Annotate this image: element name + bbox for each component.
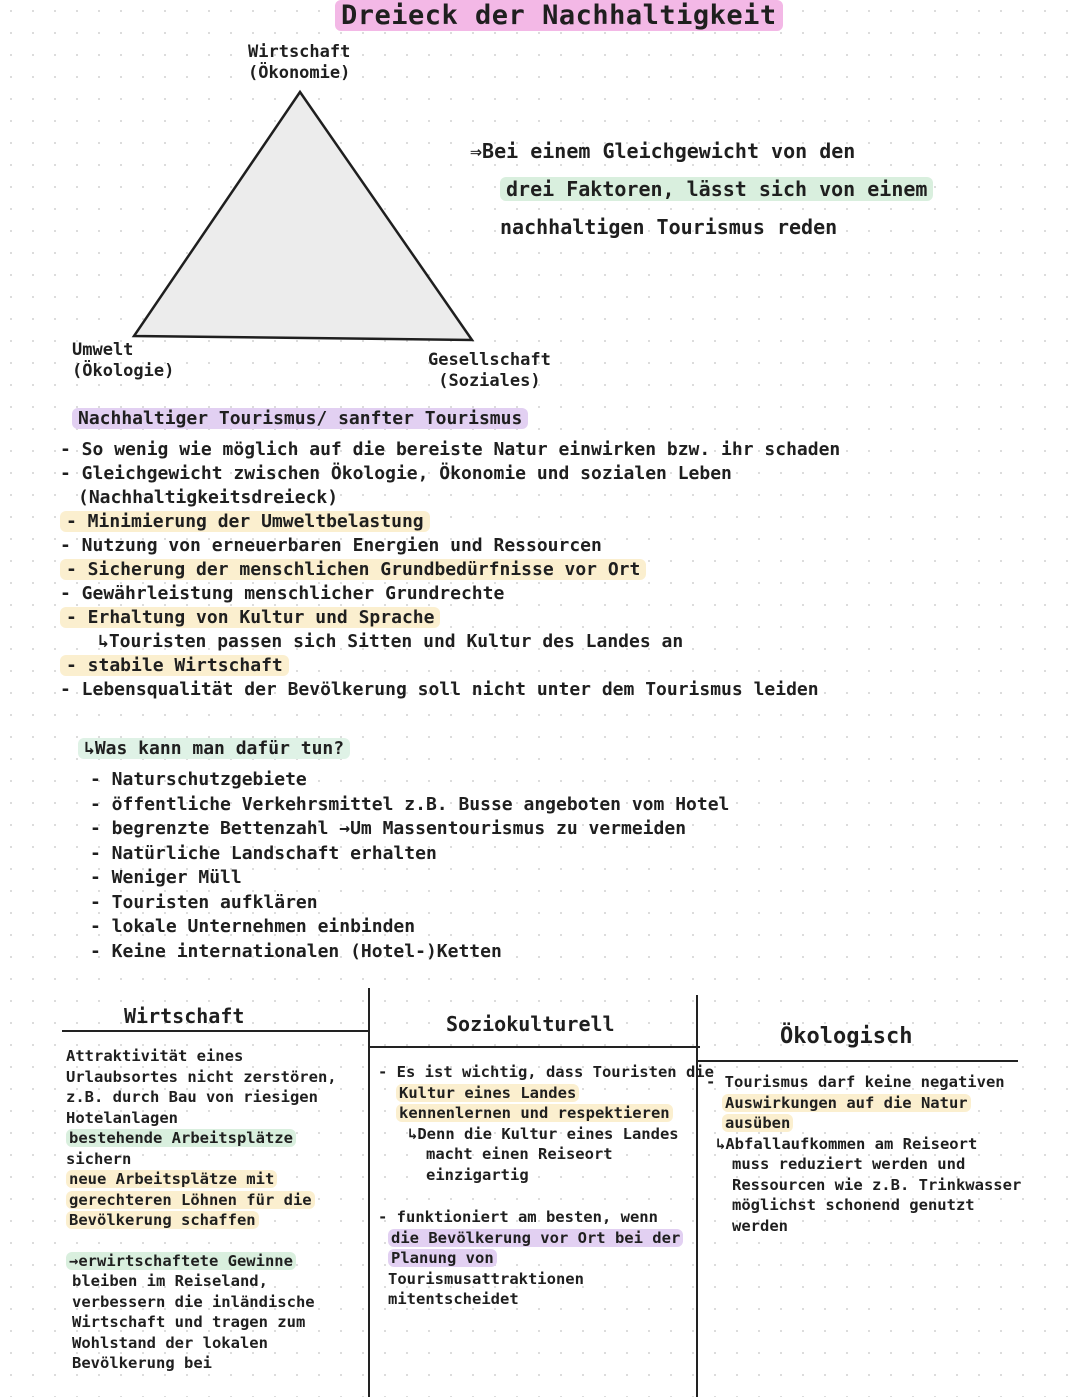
list-item bbox=[60, 630, 840, 654]
list-item-text: - Natürliche Landschaft erhalten bbox=[90, 842, 437, 864]
cell-line: bleiben im Reiseland, bbox=[72, 1272, 268, 1290]
triangle-shape bbox=[134, 92, 472, 340]
triangle-left-label-line2: (Ökologie) bbox=[72, 361, 175, 381]
cell-line: - Es ist wichtig, dass Touristen die bbox=[378, 1063, 714, 1081]
list-item-text: - Nutzung von erneuerbaren Energien und Ressourcen bbox=[60, 535, 602, 556]
table-cell-oekologisch bbox=[706, 1072, 1021, 1236]
section-heading bbox=[72, 408, 528, 429]
cell-line: Auswirkungen auf die Natur bbox=[722, 1094, 971, 1112]
sustainable-tourism-list bbox=[60, 438, 840, 702]
triangle-top-label-line1: Wirtschaft bbox=[248, 42, 351, 62]
cell-line: Attraktivität eines bbox=[66, 1047, 244, 1065]
triangle-top-label bbox=[248, 42, 350, 84]
cell-line: ↳Abfallaufkommen am Reiseort bbox=[716, 1134, 978, 1153]
table-header-rule bbox=[62, 1030, 370, 1032]
cell-line: Bevölkerung schaffen bbox=[66, 1211, 259, 1229]
list-item-text: - Erhaltung von Kultur und Sprache bbox=[60, 607, 440, 628]
triangle-left-label bbox=[72, 340, 174, 382]
cell-line: möglichst schonend genutzt bbox=[732, 1196, 975, 1214]
list-item bbox=[60, 558, 840, 582]
list-item-text: - lokale Unternehmen einbinden bbox=[90, 916, 416, 937]
cell-line: sichern bbox=[66, 1149, 132, 1168]
cell-line: mitentscheidet bbox=[388, 1290, 519, 1308]
triangle-top-label-line2: (Ökonomie) bbox=[248, 63, 351, 83]
list-item bbox=[60, 438, 840, 462]
table-column-divider bbox=[368, 988, 370, 1397]
list-item-text: - begrenzte Bettenzahl →Um Massentourismus zu vermeiden bbox=[90, 818, 687, 839]
list-item bbox=[90, 940, 729, 965]
cell-line: z.B. durch Bau von riesigen bbox=[66, 1088, 318, 1106]
cell-line: Wirtschaft und tragen zum bbox=[72, 1313, 306, 1331]
list-item-text: - Naturschutzgebiete bbox=[90, 769, 307, 790]
list-item bbox=[90, 768, 729, 793]
list-item-text: - Lebensqualität der Bevölkerung soll nicht unter dem Tourismus leiden bbox=[60, 679, 819, 700]
cell-line: →erwirtschaftete Gewinne bbox=[66, 1252, 296, 1270]
cell-spacer bbox=[66, 1231, 337, 1251]
table-header-rule bbox=[370, 1046, 700, 1048]
cell-line: Tourismusattraktionen bbox=[388, 1269, 584, 1288]
list-item-text: ↳Touristen passen sich Sitten und Kultur des Landes an bbox=[98, 631, 684, 652]
cell-line: Kultur eines Landes bbox=[396, 1084, 579, 1102]
list-item-text: - Sicherung der menschlichen Grundbedürfnisse vor Ort bbox=[60, 559, 646, 580]
table-header-rule bbox=[698, 1060, 1018, 1062]
list-item-text: - Gewährleistung menschlicher Grundrechte bbox=[60, 583, 505, 604]
list-item bbox=[60, 654, 840, 678]
list-item-text: - öffentliche Verkehrsmittel z.B. Busse angeboten vom Hotel bbox=[90, 793, 730, 815]
statement-line1: ⇒Bei einem Gleichgewicht von den bbox=[470, 139, 856, 163]
cell-line: einzigartig bbox=[426, 1165, 529, 1184]
cell-line: Ressourcen wie z.B. Trinkwasser bbox=[732, 1175, 1022, 1194]
list-item bbox=[60, 462, 840, 486]
cell-line: kennenlernen und respektieren bbox=[396, 1104, 673, 1122]
balance-statement bbox=[470, 132, 933, 246]
table-header-soziokulturell: Soziokulturell bbox=[446, 1012, 615, 1036]
list-item bbox=[60, 678, 840, 702]
cell-line: macht einen Reiseort bbox=[426, 1145, 613, 1163]
cell-line: Hotelanlagen bbox=[66, 1108, 178, 1127]
actions-list bbox=[90, 768, 729, 964]
statement-line2: drei Faktoren, lässt sich von einem bbox=[500, 177, 933, 201]
list-item-text: - So wenig wie möglich auf die bereiste Natur einwirken bzw. ihr schaden bbox=[60, 439, 841, 460]
table-header-oekologisch: Ökologisch bbox=[780, 1024, 913, 1049]
page-title bbox=[335, 0, 783, 31]
cell-line: werden bbox=[732, 1216, 788, 1235]
list-item bbox=[60, 582, 840, 606]
list-item bbox=[90, 891, 729, 916]
triangle-right-label-line1: Gesellschaft bbox=[428, 350, 551, 370]
list-item bbox=[90, 915, 729, 940]
table-cell-wirtschaft bbox=[66, 1046, 337, 1374]
question-heading bbox=[78, 738, 350, 759]
table-cell-soziokulturell bbox=[378, 1062, 714, 1310]
triangle-right-label-line2: (Soziales) bbox=[438, 371, 541, 391]
triangle-left-label-line1: Umwelt bbox=[72, 340, 134, 360]
cell-line: bestehende Arbeitsplätze bbox=[66, 1129, 296, 1147]
page-title-text: Dreieck der Nachhaltigkeit bbox=[335, 0, 783, 31]
statement-line3: nachhaltigen Tourismus reden bbox=[500, 215, 838, 239]
list-item-text: - Touristen aufklären bbox=[90, 891, 318, 913]
section-heading-text: Nachhaltiger Tourismus/ sanfter Tourismus bbox=[72, 408, 528, 429]
list-item-text: - Minimierung der Umweltbelastung bbox=[60, 511, 430, 532]
cell-line: ↳Denn die Kultur eines Landes bbox=[408, 1124, 679, 1143]
list-item bbox=[90, 866, 729, 891]
list-item-text: - Gleichgewicht zwischen Ökologie, Ökonomie und sozialen Leben bbox=[60, 463, 732, 484]
cell-line: Urlaubsortes nicht zerstören, bbox=[66, 1067, 337, 1086]
cell-line: neue Arbeitsplätze mit bbox=[66, 1170, 277, 1188]
list-item bbox=[60, 534, 840, 558]
cell-line: Planung von bbox=[388, 1249, 497, 1267]
sustainability-triangle bbox=[130, 88, 480, 344]
question-text: ↳Was kann man dafür tun? bbox=[78, 738, 350, 759]
cell-line: - funktioniert am besten, wenn bbox=[378, 1208, 658, 1226]
list-item-text: (Nachhaltigkeitsdreieck) bbox=[78, 487, 339, 508]
table-header-wirtschaft: Wirtschaft bbox=[124, 1004, 245, 1028]
cell-line: - Tourismus darf keine negativen bbox=[706, 1073, 1005, 1091]
list-item bbox=[60, 606, 840, 630]
cell-line: Bevölkerung bei bbox=[72, 1354, 212, 1372]
cell-line: Wohlstand der lokalen bbox=[72, 1333, 268, 1352]
cell-line: ausüben bbox=[722, 1114, 793, 1132]
list-item bbox=[90, 817, 729, 842]
list-item bbox=[60, 486, 840, 510]
cell-spacer bbox=[378, 1185, 714, 1207]
cell-line: die Bevölkerung vor Ort bei der bbox=[388, 1229, 683, 1247]
list-item-text: - stabile Wirtschaft bbox=[60, 655, 289, 676]
list-item-text: - Keine internationalen (Hotel-)Ketten bbox=[90, 940, 502, 962]
list-item-text: - Weniger Müll bbox=[90, 867, 242, 888]
triangle-right-label bbox=[428, 350, 551, 392]
cell-line: muss reduziert werden und bbox=[732, 1155, 966, 1173]
cell-line: verbessern die inländische bbox=[72, 1292, 315, 1311]
list-item bbox=[90, 793, 729, 818]
list-item bbox=[90, 842, 729, 867]
list-item bbox=[60, 510, 840, 534]
cell-line: gerechteren Löhnen für die bbox=[66, 1191, 315, 1209]
